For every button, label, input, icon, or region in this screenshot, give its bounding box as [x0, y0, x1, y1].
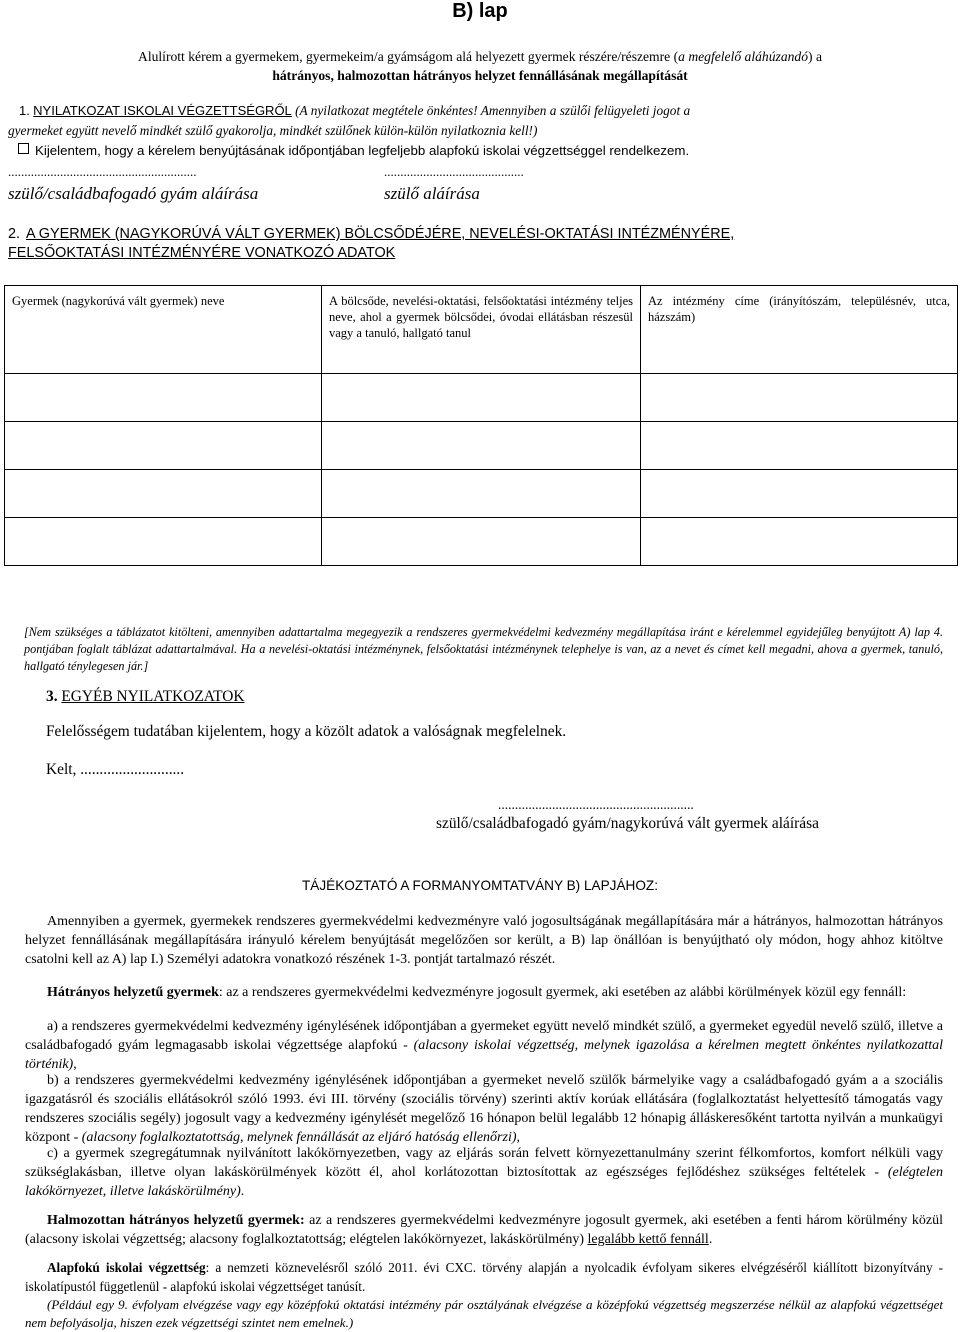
section-2-heading: A GYERMEK (NAGYKORÚVÁ VÁLT GYERMEK) BÖLCSŐDÉJÉRE, NEVELÉSI-OKTATÁSI INTÉZMÉNYÉRE, — [26, 226, 735, 242]
page-title: B) lap — [452, 0, 508, 22]
section-3-number: 3. — [46, 688, 58, 705]
institution-table — [4, 285, 958, 566]
condition-c-tail: . — [240, 1184, 245, 1199]
table-cell[interactable] — [5, 470, 322, 518]
info-paragraph-1: Amennyiben a gyermek, gyermekek rendszeres gyermekvédelmi kedvezményre való jogosultságának megállapítására már a hátrányos, halmozottan hátrányos helyzet fennállásának megállapítására irányuló kérelem benyújtását megelőzően sor került, a B) lap önállóan is benyújtható oly módon, hogy ahhoz kitöltve csatolni kell az A) lap I.) Személyi adatokra vonatkozó részének 1-3. pontját tartalmazó részét. — [25, 914, 943, 967]
section-1-note-line1: (A nyilatkozat megtétele önkéntes! Amennyiben a szülői felügyeleti jogot a — [295, 103, 691, 118]
table-row — [5, 470, 958, 518]
term-disadvantaged: Hátrányos helyzetű gyermek — [47, 985, 219, 1000]
term-multiply-disadvantaged: Halmozottan hátrányos helyzetű gyermek: — [47, 1213, 305, 1228]
table-cell[interactable] — [641, 422, 958, 470]
signature-label-parent: szülő aláírása — [384, 184, 480, 203]
info-heading: TÁJÉKOZTATÓ A FORMANYOMTATVÁNY B) LAPJÁHOZ: — [302, 878, 658, 893]
education-checkbox-row[interactable] — [18, 141, 953, 160]
section-2-number: 2. — [8, 226, 21, 242]
section-1-number: 1. — [19, 103, 30, 118]
table-cell[interactable] — [322, 518, 641, 566]
intro-line-2: hátrányos, halmozottan hátrányos helyzet fennállásának megállapítását — [272, 68, 688, 83]
info-basic-education-definition — [25, 1258, 943, 1296]
table-row — [5, 374, 958, 422]
checkbox-label: Kijelentem, hogy a kérelem benyújtásának időpontjában legfeljebb alapfokú iskolai végzettséggel rendelkezem. — [35, 143, 690, 158]
table-cell[interactable] — [641, 470, 958, 518]
info-example: (Például egy 9. évfolyam elvégzése vagy egy középfokú oktatási intézmény pár osztályának elvégzése a középfokú végzettség megszerzése nélkül az alapfokú végzettséget nem befolyásolja, hiszen ezek végzettségi szintet nem emelnek.) — [25, 1297, 943, 1330]
table-cell[interactable] — [641, 374, 958, 422]
condition-b-tail: , — [516, 1130, 520, 1145]
condition-a-text: a) a rendszeres gyermekvédelmi kedvezmény igénylésének időpontjában a gyermeket együtt nevelő mindkét szülő, a gyermeket egyedül nevelő szülő, illetve a családbafogadó gyám legmagasabb iskolai végzettsége alapfokú - — [25, 1019, 943, 1053]
intro-text: Alulírott kérem a gyermekem, gyermekeim/a gyámságom alá helyezett gyermek részére/részemre (a megfelelő aláhúzandó) a — [138, 49, 822, 64]
section-2-heading-line2: FELSŐOKTATÁSI INTÉZMÉNYÉRE VONATKOZÓ ADATOK — [8, 245, 396, 261]
condition-a-note: (alacsony iskolai végzettség, melynek igazolása a kérelmen megtett önkéntes nyilatkozattal történik) — [25, 1038, 943, 1072]
signature-label-guardian: szülő/családbafogadó gyám aláírása — [8, 184, 259, 203]
definition-disadvantaged: : az a rendszeres gyermekvédelmi kedvezményre jogosult gyermek, aki esetében az alábbi körülmények közül egy fennáll: — [218, 985, 907, 1000]
intro-line-1 — [0, 47, 960, 66]
condition-a-tail: , — [73, 1057, 77, 1072]
section-1-note-line2: gyermeket együtt nevelő mindkét szülő gyakorolja, mindkét szülőnek külön-külön nyilatkoznia kell!) — [8, 123, 538, 138]
table-header-row — [5, 286, 958, 374]
table-cell[interactable] — [641, 518, 958, 566]
table-cell[interactable] — [322, 470, 641, 518]
section-1-heading-line — [19, 101, 949, 120]
condition-b-note: (alacsony foglalkoztatottság, melynek fennállását az eljáró hatóság ellenőrzi) — [81, 1130, 517, 1145]
final-signature-dots: .......................................................... — [498, 797, 694, 812]
intro-emphasis: a megfelelő aláhúzandó — [678, 49, 809, 64]
info-multiply-disadvantaged-definition — [25, 1211, 943, 1249]
condition-c-note: (elégtelen lakókörnyezet, illetve lakáskörülmény) — [25, 1165, 943, 1199]
info-condition-c — [25, 1144, 943, 1201]
info-condition-a — [25, 1017, 943, 1074]
table-cell[interactable] — [322, 422, 641, 470]
definition-basic-education: : a nemzeti köznevelésről szóló 2011. évi CXC. törvény alapján a nyolcadik évfolyam sikeres elvégzéséről kiállított bizonyítvány - iskolatípustól függetlenül - alapfokú iskolai végzettséget tanúsít. — [25, 1260, 944, 1294]
table-row — [5, 518, 958, 566]
section-2-heading-line1 — [8, 225, 948, 244]
condition-c-text: c) a gyermek szegregátumnak nyilvánított lakókörnyezetben, vagy az eljárás során felvett környezettanulmány szerint félkomfortos, komfort nélküli vagy szükséglakásban, illetve olyan lakáskörülmények között él, ahol korlátozottan biztosítottak az egészséges fejlődéshez szükséges feltételek - — [25, 1146, 943, 1180]
table-row — [5, 422, 958, 470]
term-basic-education: Alapfokú iskolai végzettség — [47, 1260, 206, 1275]
section-1-heading: NYILATKOZAT ISKOLAI VÉGZETTSÉGRŐL — [33, 103, 292, 118]
signature-dots-left: .......................................................... — [8, 164, 197, 179]
condition-b-text: b) a rendszeres gyermekvédelmi kedvezmény igénylésének időpontjában a gyermeket nevelő szülők bármelyike vagy a családbafogadó gyám a a szociális igazgatásról és szociális ellátásokról szóló 1993. évi III. törvény (szociális törvény) szerinti aktív korúak ellátására (foglalkoztatást helyettesítő támogatás vagy rendszeres szociális segély) jogosult vagy a kedvezmény igénylését megelőző 16 hónapon belül legalább 12 hónapig álláskeresőként tartotta nyilván a munkaügyi központ - — [25, 1073, 943, 1145]
info-condition-b — [25, 1071, 943, 1147]
column-header-institution-address: Az intézmény címe (irányítószám, településnév, utca, házszám) — [641, 286, 958, 374]
table-cell[interactable] — [5, 518, 322, 566]
section-3-heading: EGYÉB NYILATKOZATOK — [61, 688, 245, 705]
info-disadvantaged-definition — [25, 983, 943, 1002]
final-signature-label: szülő/családbafogadó gyám/nagykorúvá vált gyermek aláírása — [436, 815, 819, 832]
table-cell[interactable] — [322, 374, 641, 422]
column-header-institution-name: A bölcsőde, nevelési-oktatási, felsőoktatási intézmény teljes neve, ahol a gyermek bölcsődei, óvodai ellátásban részesül vagy a tanuló, hallgató tanul — [322, 286, 641, 374]
declaration-statement: Felelősségem tudatában kijelentem, hogy a közölt adatok a valóságnak megfelelnek. — [46, 723, 567, 740]
table-note: [Nem szükséges a táblázatot kitölteni, amennyiben adattartalma megegyezik a rendszeres gyermekvédelmi kedvezmény megállapítása iránt e kérelemmel egyidejűleg benyújtott A) lap 4. pontjában foglalt táblázat adattartalmával. Ha a nevelési-oktatási intézménynek, felsőoktatási intézménynek telephelye is van, az a nevet és címet kell megadni, ahova a gyermek, tanuló, hallgató ténylegesen jár.] — [24, 625, 943, 673]
column-header-child-name: Gyermek (nagykorúvá vált gyermek) neve — [5, 286, 322, 374]
at-least-two-underlined: legalább kettő fennáll — [587, 1232, 709, 1247]
date-field[interactable]: Kelt, ........................... — [46, 761, 185, 778]
table-cell[interactable] — [5, 422, 322, 470]
definition-multiply-disadvantaged: az a rendszeres gyermekvédelmi kedvezményre jogosult gyermek, aki esetében a fenti három körülmény közül (alacsony iskolai végzettség; alacsony foglalkoztatottság; elégtelen lakókörnyezet, lakáskörülmény) — [25, 1213, 944, 1247]
signature-dots-right: ........................................... — [384, 164, 524, 179]
table-cell[interactable] — [5, 374, 322, 422]
section-3-heading-line — [46, 687, 245, 707]
checkbox-icon[interactable] — [18, 143, 29, 154]
definition-tail: . — [708, 1232, 713, 1247]
